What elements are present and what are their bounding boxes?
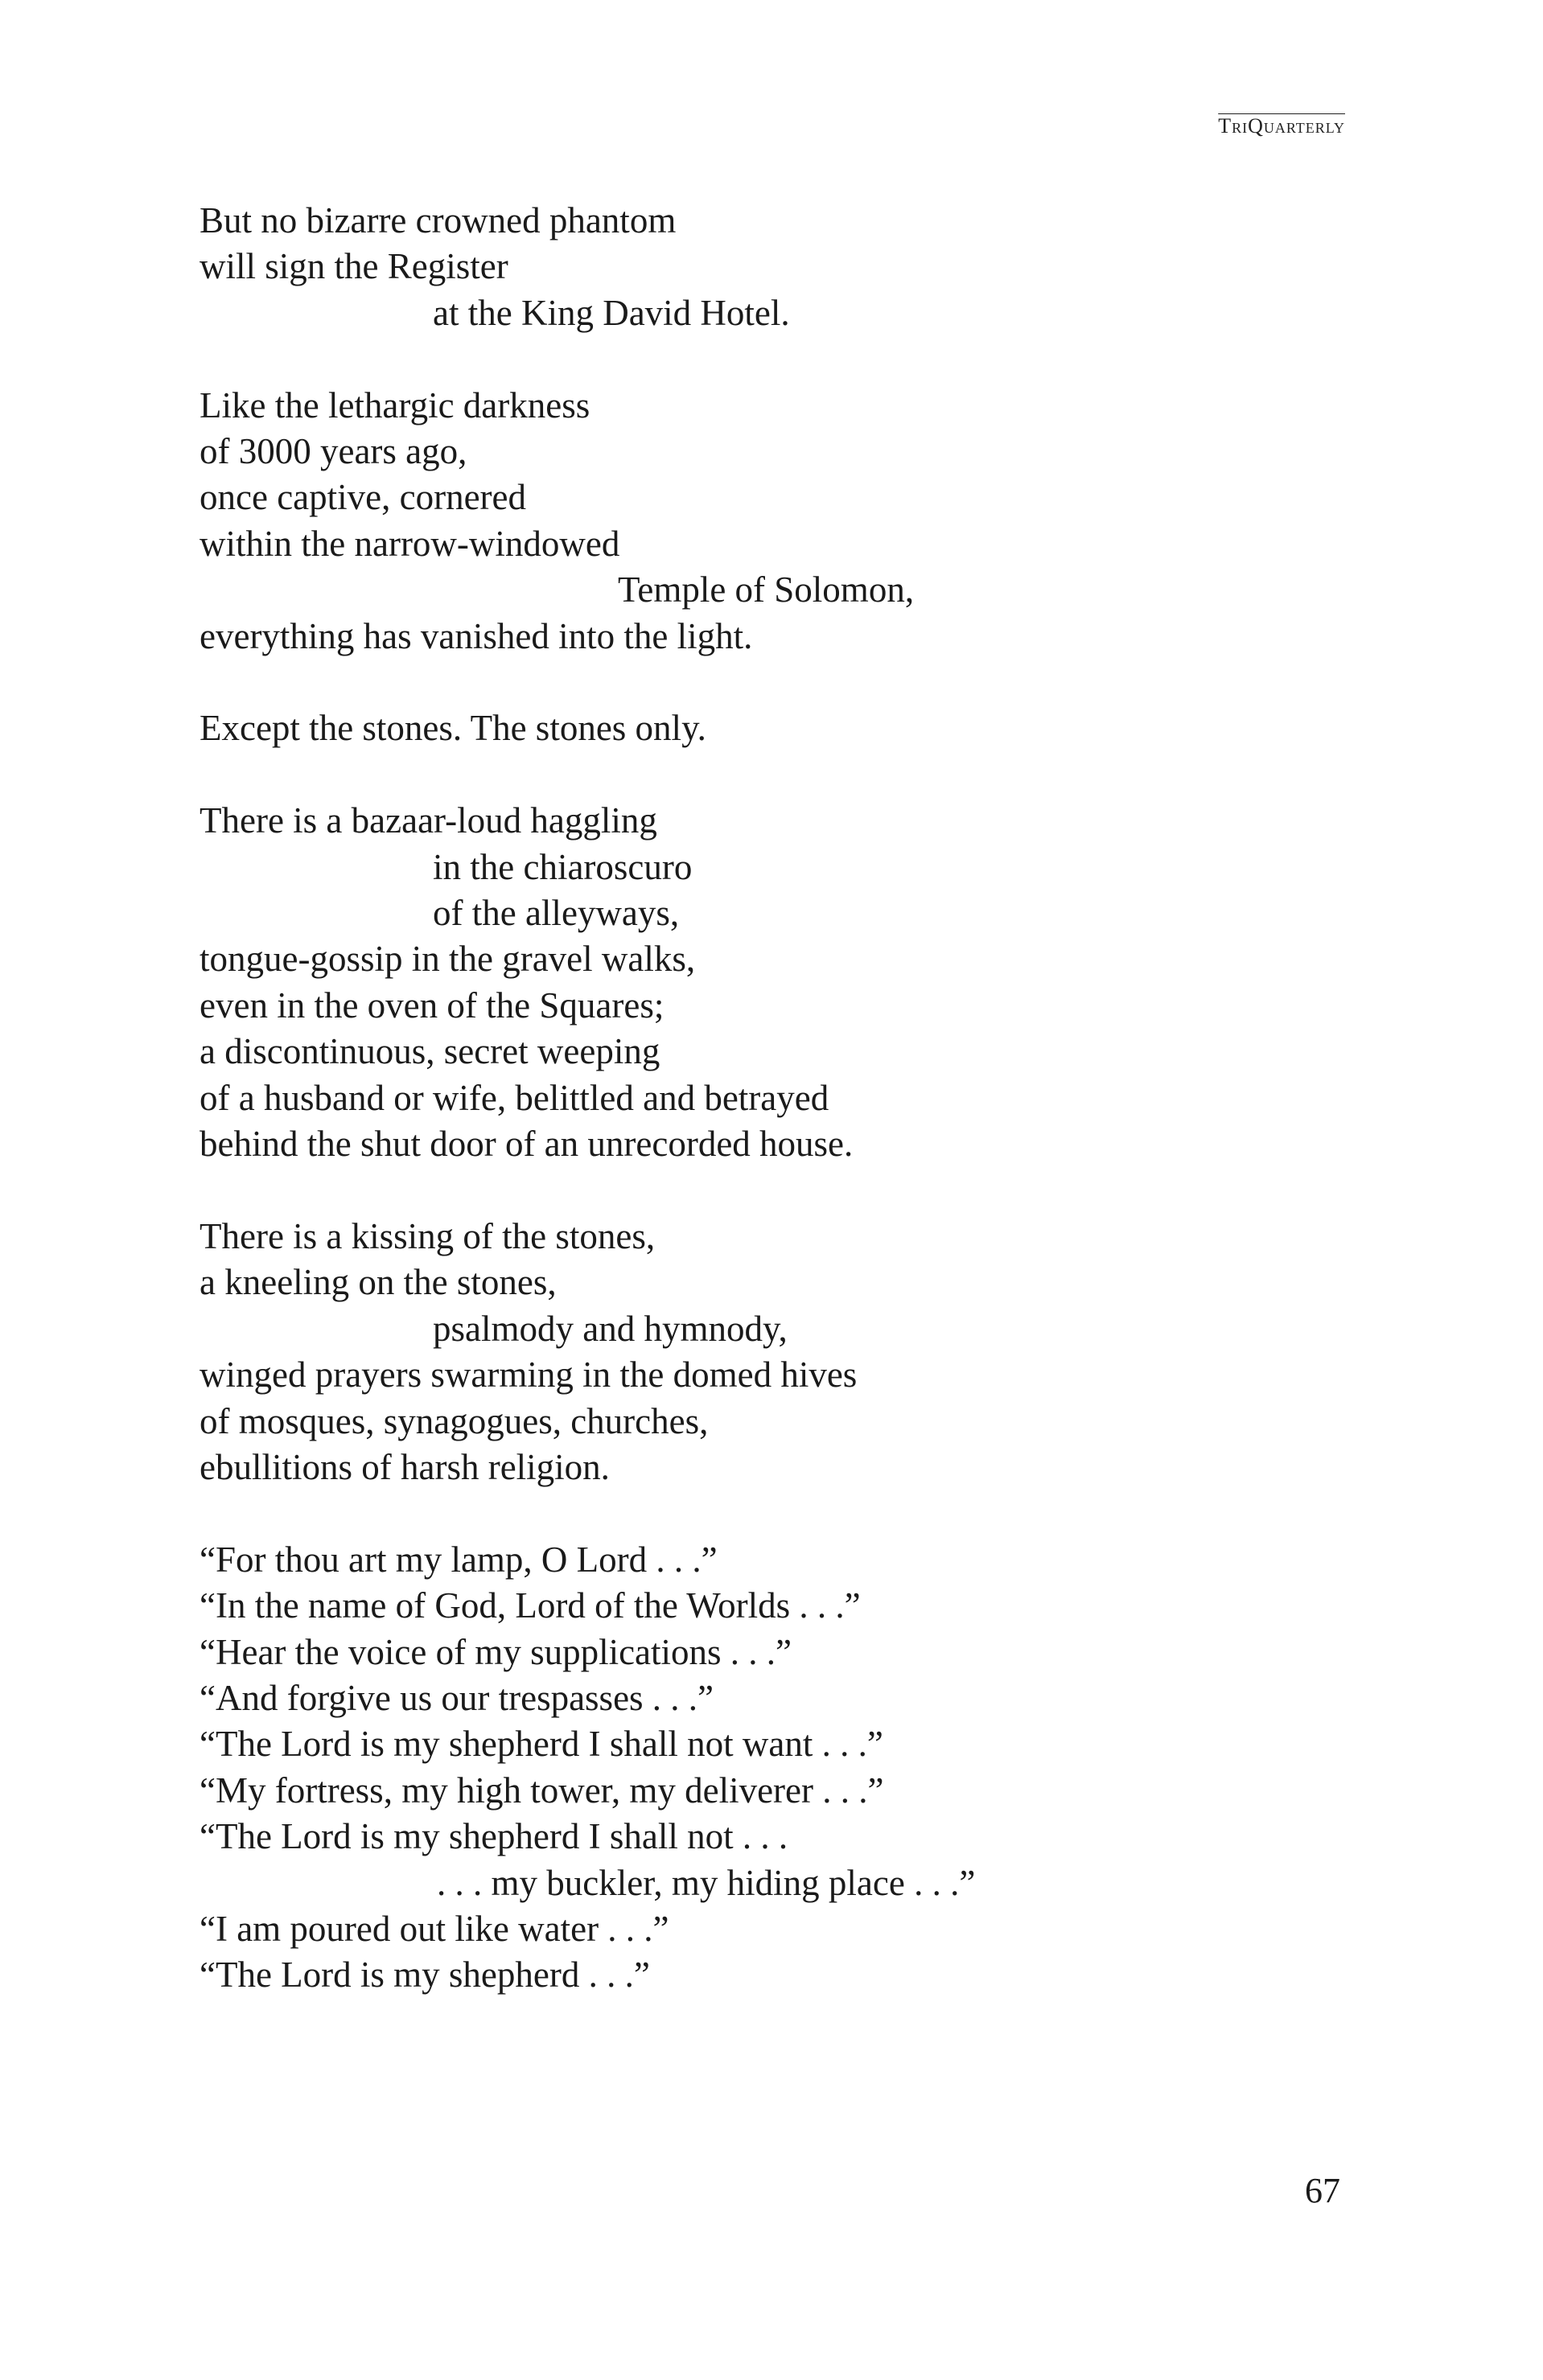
poem-line: even in the oven of the Squares; bbox=[200, 984, 665, 1026]
poem-line: Temple of Solomon, bbox=[618, 569, 915, 610]
poem-line: of a husband or wife, belittled and betrayed bbox=[200, 1077, 829, 1118]
poem-line: “For thou art my lamp, O Lord . . .” bbox=[200, 1539, 718, 1580]
poem-line: There is a bazaar-loud haggling bbox=[200, 800, 657, 841]
poem-line: in the chiaroscuro bbox=[433, 846, 693, 887]
poem-line: psalmody and hymnody, bbox=[433, 1308, 788, 1349]
poem-line: of the alleyways, bbox=[433, 893, 680, 934]
poem-line: . . . my buckler, my hiding place . . .” bbox=[437, 1862, 976, 1903]
poem-line: “My fortress, my high tower, my deliverer . . .” bbox=[200, 1770, 884, 1811]
poem-line: within the narrow-windowed bbox=[200, 523, 620, 564]
poem-stanza bbox=[200, 198, 1366, 336]
poem-line: a discontinuous, secret weeping bbox=[200, 1031, 660, 1072]
poem-stanza bbox=[200, 383, 1366, 660]
poem-line: Like the lethargic darkness bbox=[200, 384, 590, 425]
poem-line: tongue-gossip in the gravel walks, bbox=[200, 939, 696, 980]
poem-line: “Hear the voice of my supplications . . .” bbox=[200, 1631, 792, 1672]
poem-line: everything has vanished into the light. bbox=[200, 615, 753, 656]
poem-line: of 3000 years ago, bbox=[200, 431, 467, 472]
poem-line: “The Lord is my shepherd I shall not . . . bbox=[200, 1816, 788, 1857]
poem-body bbox=[200, 198, 1366, 2045]
poem-line: “The Lord is my shepherd . . .” bbox=[200, 1955, 650, 1996]
poem-line: “I am poured out like water . . .” bbox=[200, 1908, 669, 1949]
poem-stanza bbox=[200, 705, 1366, 751]
poem-line: behind the shut door of an unrecorded house. bbox=[200, 1124, 854, 1165]
poem-line: But no bizarre crowned phantom bbox=[200, 200, 677, 240]
poem-line: Except the stones. The stones only. bbox=[200, 708, 706, 749]
poem-line: at the King David Hotel. bbox=[433, 292, 790, 333]
poem-line: There is a kissing of the stones, bbox=[200, 1215, 656, 1256]
poem-line: ebullitions of harsh religion. bbox=[200, 1446, 610, 1487]
poem-line: “And forgive us our trespasses . . .” bbox=[200, 1677, 714, 1718]
poem-line: of mosques, synagogues, churches, bbox=[200, 1400, 709, 1441]
poem-line: “The Lord is my shepherd I shall not want . . .” bbox=[200, 1724, 883, 1765]
poem-line: a kneeling on the stones, bbox=[200, 1262, 557, 1303]
poem-stanza bbox=[200, 1214, 1366, 1490]
poem-stanza bbox=[200, 798, 1366, 1167]
poem-stanza bbox=[200, 1537, 1366, 1999]
poem-line: winged prayers swarming in the domed hives bbox=[200, 1354, 858, 1396]
poem-line: once captive, cornered bbox=[200, 477, 527, 518]
poem-line: will sign the Register bbox=[200, 246, 508, 287]
page-number: 67 bbox=[1305, 2171, 1340, 2210]
running-head: TriQuarterly bbox=[1218, 114, 1345, 138]
poem-line: “In the name of God, Lord of the Worlds . . .” bbox=[200, 1585, 861, 1626]
